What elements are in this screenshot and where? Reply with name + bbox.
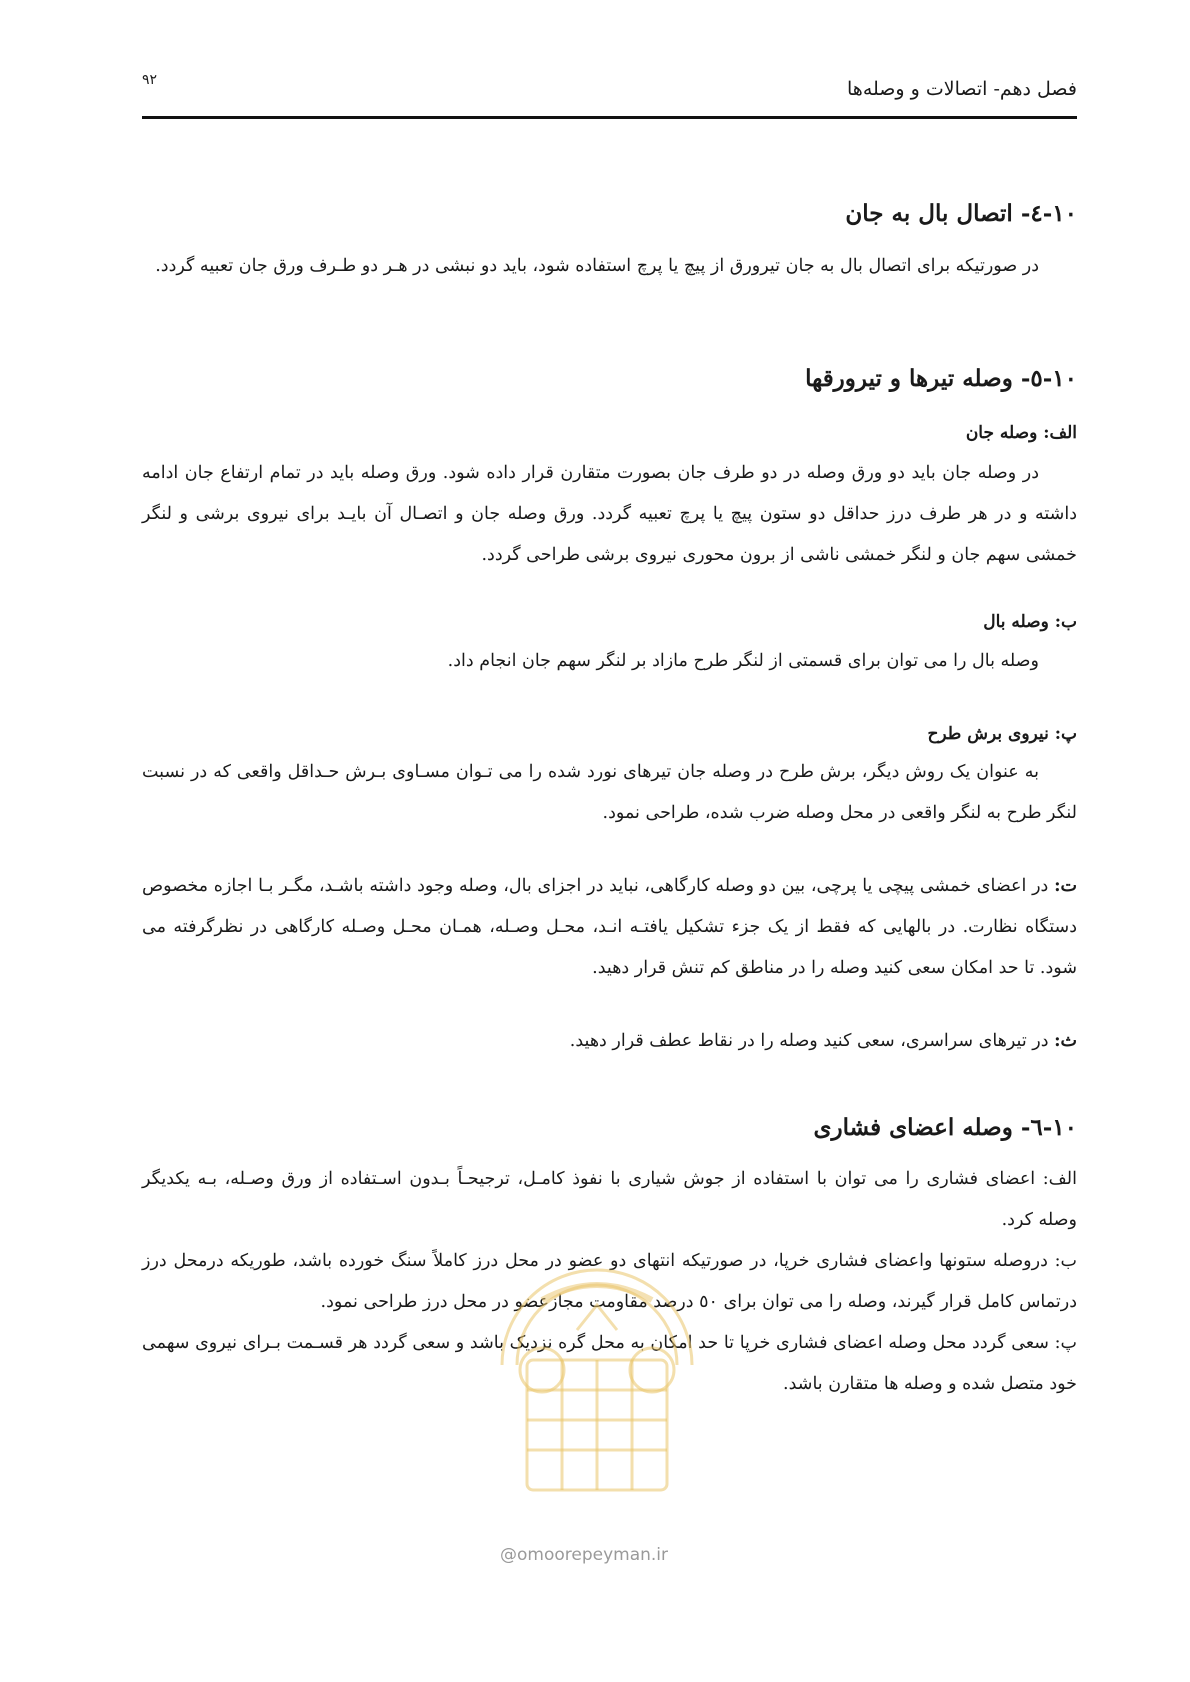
watermark-logo-icon (482, 1240, 712, 1540)
section-6-heading: ۱۰-٦- وصله اعضای فشاری (813, 1114, 1077, 1141)
section-6-paragraph-b: ب: دروصله ستونها واعضای فشاری خرپا، در صورتیکه انتهای دو عضو در محل درز کاملاً سنگ خورده باشد، طوریکه درمحل درز درتماس کامل قرار گیرند، وصله را می توان برای ٥٠ درصد مقاومت مجازعضو در محل درز طراحی نمود. (142, 1251, 1077, 1312)
item-se-label: ث: (1054, 1031, 1077, 1051)
design-shear-paragraph: به عنوان یک روش دیگر، برش طرح در وصله جان تیرهای نورد شده را می تـوان مسـاوی بـرش حـداقل واقعی که در نسبت لنگر طرح به لنگر واقعی در محل وصله ضرب شده، طراحی نمود. (142, 762, 1077, 823)
design-shear-title: پ: نیروی برش طرح (927, 724, 1077, 744)
chapter-title: فصل دهم- اتصالات و وصله‌ها (847, 78, 1077, 100)
page-number: ۹۲ (142, 72, 158, 88)
item-te-text: در اعضای خمشی پیچی یا پرچی، بین دو وصله کارگاهی، نباید در اجزای بال، وصله وجود داشته باشـد، مگـر بـا اجازه مخصوص دستگاه نظارت. در بالهایی که فقط از یک جزء تشکیل یافتـه انـد، محـل وصـله، همـان محـل وصـله کارگاهی در نظرگرفته می شود. تا حد امکان سعی کنید وصله را در مناطق کم تنش قرار دهید. (142, 876, 1077, 978)
flange-splice-paragraph: وصله بال را می توان برای قسمتی از لنگر طرح مازاد بر لنگر سهم جان انجام داد. (447, 651, 1039, 671)
item-se-paragraph (142, 1021, 1077, 1062)
flange-splice-title: ب: وصله بال (983, 612, 1077, 632)
web-splice-paragraph: در وصله جان باید دو ورق وصله در دو طرف جان بصورت متقارن قرار داده شود. ورق وصله باید در تمام ارتفاع جان ادامه داشته و در هر طرف درز حداقل دو ستون پیچ یا پرچ تعبیه گردد. ورق وصله جان و اتصـال آن بایـد برای نیروی برشی و لنگر خمشی سهم جان و لنگر خمشی ناشی از برون محوری نیروی برشی طراحی گردد. (142, 463, 1077, 565)
section-4-heading: ۱۰-٤- اتصال بال به جان (845, 200, 1077, 227)
section-6-paragraph-a: الف: اعضای فشاری را می توان با استفاده از جوش شیاری با نفوذ کامـل، ترجیحـاً بـدون اسـتفاده از ورق وصـله، بـه یکدیگر وصله کرد. (142, 1169, 1077, 1230)
web-splice-title: الف: وصله جان (965, 423, 1077, 443)
item-te-paragraph (142, 866, 1077, 989)
watermark-text: @omoorepeyman.ir (500, 1545, 669, 1565)
section-5-heading: ۱۰-٥- وصله تیرها و تیرورقها (805, 365, 1077, 392)
page-header (142, 70, 1077, 119)
item-se-text: در تیرهای سراسری، سعی کنید وصله را در نقاط عطف قرار دهید. (569, 1031, 1055, 1051)
section-6-paragraph-c: پ: سعی گردد محل وصله اعضای فشاری خرپا تا حد امکان به محل گره نزدیک باشد و سعی گردد هر قسـمت بـرای نیروی سهمی خود متصل شده و وصله ها متقارن باشد. (142, 1333, 1077, 1394)
item-te-label: ت: (1054, 876, 1077, 896)
section-4-paragraph: در صورتیکه برای اتصال بال به جان تیرورق از پیچ یا پرچ استفاده شود، باید دو نبشی در هـر دو طـرف ورق جان تعبیه گردد. (155, 256, 1039, 276)
